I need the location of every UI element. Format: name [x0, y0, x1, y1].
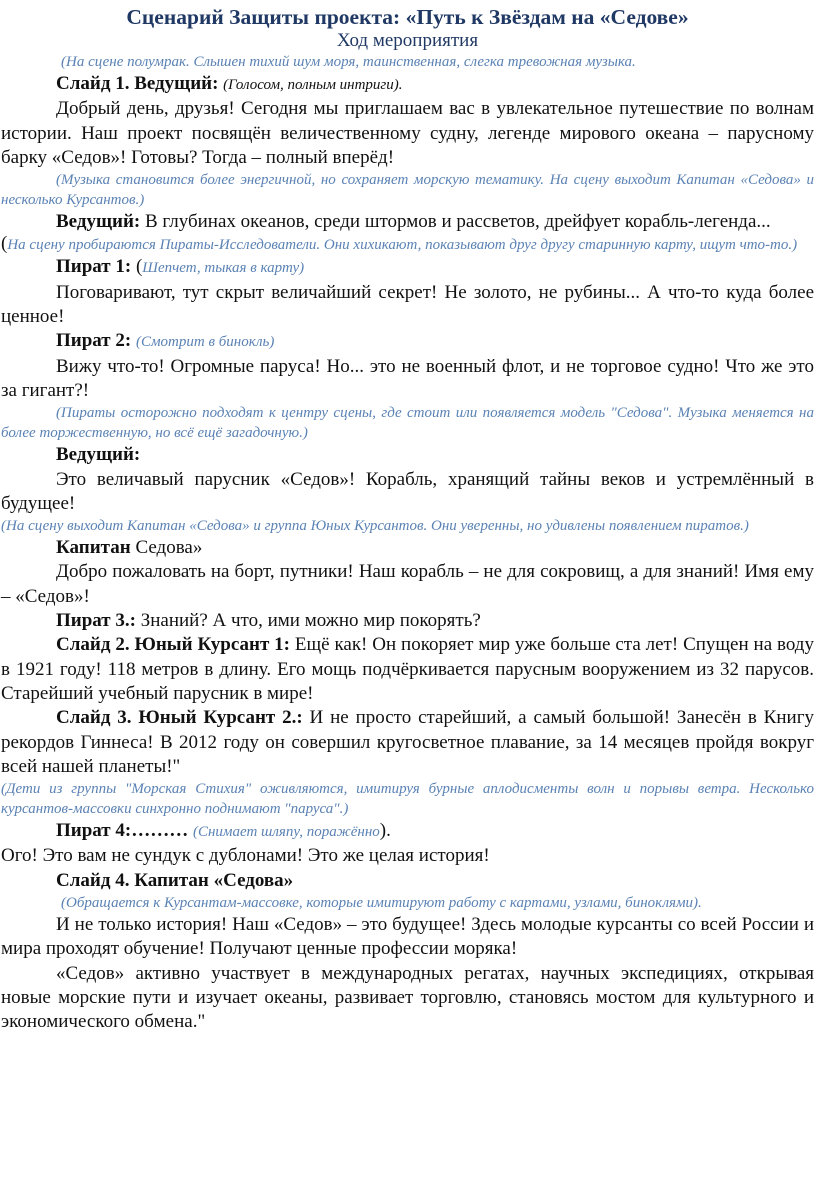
document-subtitle: Ход мероприятия: [336, 30, 479, 51]
stage-pirates-text: На сцену пробираются Пираты-Исследователи. Они хихикают, показывают друг другу старинную карту, ищут что-то.): [7, 237, 798, 254]
pirate2-text: Вижу что-то! Огромные паруса! Но... это не военный флот, и не торговое судно! Что же это за гигант?!: [1, 355, 814, 401]
pirate1-label: Пират 1:: [56, 256, 132, 278]
pirate4-heading: [1, 819, 814, 844]
pirate2-note: (Смотрит в бинокль): [135, 334, 275, 351]
pirate4-text: Ого! Это вам не сундук с дублонами! Это же целая история!: [1, 845, 490, 867]
pirate3-line: [1, 609, 814, 633]
stage-direction-model: (Пираты осторожно подходят к центру сцены, где стоит или появляется модель "Седова". Музыка меняется на более торжественную, но всё ещё загадочную.): [1, 405, 814, 442]
slide3-paragraph: [1, 706, 814, 779]
stage-pirates-paren: (: [1, 233, 8, 255]
slide4-text2: «Седов» активно участвует в международных регатах, научных экспедициях, открывая новые морские пути и изучает океаны, развивает торговлю, становясь мостом для культурного и экономического обмена.": [1, 962, 814, 1033]
slide1-note: (Голосом, полным интриги).: [223, 77, 403, 93]
pirate1-heading: [1, 255, 814, 280]
captain1-label-rest: Седова»: [130, 537, 203, 559]
host2-text: В глубинах океанов, среди штормов и рассветов, дрейфует корабль-легенда...: [144, 211, 771, 233]
pirate1-open: (: [135, 256, 143, 278]
captain1-text: Добро пожаловать на борт, путники! Наш корабль – не для сокровищ, а для знаний! Имя ему – «Седов»!: [1, 561, 814, 607]
host3-label: Ведущий:: [56, 444, 141, 466]
pirate4-note: (Снимает шляпу, поражённо: [192, 824, 380, 841]
slide1-heading: [1, 72, 814, 97]
pirate3-label: Пират 3.:: [56, 610, 136, 632]
slide4-note: (Обращается к Курсантам-массовке, которые имитируют работу с картами, узлами, биноклями).: [61, 895, 702, 912]
stage-direction-captain: (Музыка становится более энергичной, но сохраняет морскую тематику. На сцену выходит Капитан «Седова» и несколько Курсантов.): [1, 172, 814, 209]
pirate4-close: ).: [379, 820, 391, 842]
captain1-heading: [1, 536, 814, 560]
host-line-2: [1, 210, 814, 234]
slide1-text: Добрый день, друзья! Сегодня мы приглашаем вас в увлекательное путешествие по волнам истории. Наш проект посвящён величественному судну, легенде мирового океана – парусному барку «Седов»! Готовы? Тогда – полный вперёд!: [1, 98, 814, 168]
host3-text: Это величавый парусник «Седов»! Корабль, хранящий тайны веков и устремлённый в будущее!: [1, 468, 814, 514]
pirate3-text: Знаний? А что, ими можно мир покорять?: [135, 610, 481, 632]
slide4-text1: И не только история! Наш «Седов» – это будущее! Здесь молодые курсанты со всей России и мира проходят обучение! Получают ценные профессии моряка!: [1, 914, 814, 960]
slide2-text: Ещё как! Он покоряет мир уже больше ста лет! Спущен на воду в 1921 году! 118 метров в длину. Его мощь подчёркивается парусным вооружением из 32 парусов. Старейший учебный парусник в мире!: [1, 634, 814, 704]
host2-label: Ведущий:: [56, 211, 141, 233]
slide4-label: Слайд 4. Капитан «Седова»: [56, 869, 294, 891]
stage-direction-stichia: (Дети из группы "Морская Стихия" оживляются, имитируя бурные аплодисменты волн и порывы ветра. Несколько курсантов-массовки синхронно поднимают "паруса".): [1, 781, 814, 818]
pirate2-heading: [1, 329, 814, 354]
stage-direction-cadets: (На сцену выходит Капитан «Седова» и группа Юных Курсантов. Они уверенны, но удивлены появлением пиратов.): [1, 518, 749, 535]
pirate2-label: Пират 2:: [56, 330, 132, 352]
stage-direction-pirates: [1, 234, 814, 255]
pirate1-note: Шепчет, тыкая в карту): [142, 260, 305, 277]
slide2-paragraph: [1, 633, 814, 706]
slide3-text: И не просто старейший, а самый большой! Занесён в Книгу рекордов Гиннеса! В 2012 году он совершил кругосветное плавание, за 14 месяцев пройдя вокруг всей нашей планеты!": [1, 707, 814, 777]
pirate4-label: Пират 4:………: [56, 820, 189, 842]
document-title: Сценарий Защиты проекта: «Путь к Звёздам на «Седове»: [126, 5, 689, 29]
stage-direction-intro: (На сцене полумрак. Слышен тихий шум моря, таинственная, слегка тревожная музыка.: [61, 54, 636, 70]
slide2-label: Слайд 2. Юный Курсант 1:: [56, 634, 290, 656]
captain1-label: Капитан: [56, 537, 131, 559]
slide1-label: Слайд 1. Ведущий:: [56, 73, 219, 94]
slide3-label: Слайд 3. Юный Курсант 2.:: [56, 707, 303, 729]
pirate1-text: Поговаривают, тут скрыт величайший секрет! Не золото, не рубины... А что-то куда более ценное!: [1, 281, 814, 328]
